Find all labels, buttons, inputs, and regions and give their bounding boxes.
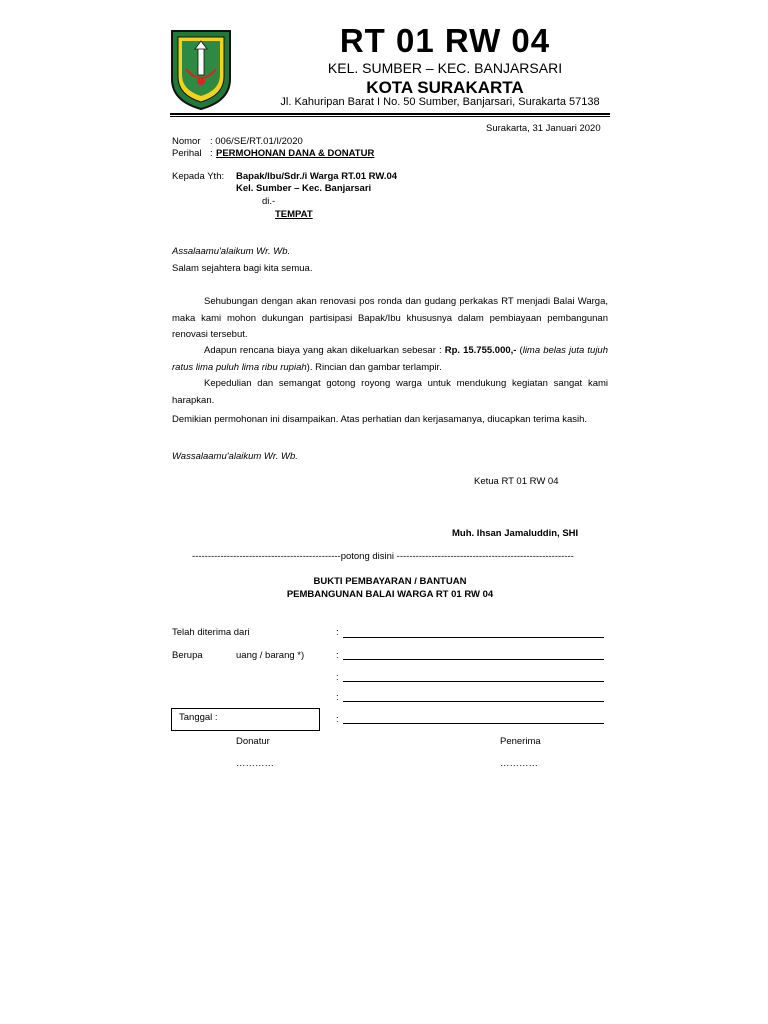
paragraph-4: Demikian permohonan ini disampaikan. Atas perhatian dan kerjasamanya, diucapkan terima kasih. xyxy=(172,414,588,425)
salam-close: Wassalaamu'alaikum Wr. Wb. xyxy=(172,451,298,462)
header-kelurahan: KEL. SUMBER – KEC. BANJARSARI xyxy=(327,60,563,76)
berupa-options: uang / barang *) xyxy=(236,650,305,661)
paragraph-1: Sehubungan dengan akan renovasi pos ronda dan gudang perkakas RT menjadi Balai Warga, maka kami mohon dukungan partisipasi Bapak/Ibu khususnya dalam pembiayaan pembangunan renovasi tersebut. xyxy=(172,296,608,340)
extra-field-3[interactable] xyxy=(343,723,604,724)
extra-field-1[interactable] xyxy=(343,681,604,682)
signer-role: Ketua RT 01 RW 04 xyxy=(474,476,559,487)
paragraph-3: Kepedulian dan semangat gotong royong warga untuk mendukung kegiatan sangat kami harapkan. xyxy=(172,378,608,406)
receipt-title-2: PEMBANGUNAN BALAI WARGA RT 01 RW 04 xyxy=(286,589,494,600)
header-city: KOTA SURAKARTA xyxy=(366,78,524,97)
colon-5: : xyxy=(336,714,339,725)
donatur-label: Donatur xyxy=(236,736,270,747)
header-divider-thin xyxy=(170,116,610,117)
kepada-line1: Bapak/Ibu/Sdr./i Warga RT.01 RW.04 xyxy=(236,171,398,182)
nomor-label: Nomor xyxy=(172,136,201,147)
header-address: Jl. Kahuripan Barat I No. 50 Sumber, Banjarsari, Surakarta 57138 xyxy=(280,96,600,108)
perihal-label: Perihal xyxy=(172,148,202,159)
colon-1: : xyxy=(336,627,339,638)
berupa-label: Berupa xyxy=(172,650,203,661)
amount-words: lima belas juta tujuh ratus lima puluh lima ribu rupiah xyxy=(172,345,609,373)
colon-3: : xyxy=(336,672,339,683)
perihal-colon: : xyxy=(210,148,213,159)
header-divider-thick xyxy=(170,113,610,115)
telah-diterima-label: Telah diterima dari xyxy=(172,627,250,638)
di-text: di.- xyxy=(262,196,276,207)
receipt-title-1: BUKTI PEMBAYARAN / BANTUAN xyxy=(313,576,467,587)
salam-sejahtera: Salam sejahtera bagi kita semua. xyxy=(172,263,313,274)
kepada-line2: Kel. Sumber – Kec. Banjarsari xyxy=(236,183,372,194)
header-title: RT 01 RW 04 xyxy=(339,22,551,59)
salam-open: Assalaamu'alaikum Wr. Wb. xyxy=(172,246,291,257)
penerima-label: Penerima xyxy=(500,736,541,747)
penerima-signature: ………… xyxy=(500,758,538,769)
city-emblem-logo xyxy=(170,29,232,111)
perihal-value: PERMOHONAN DANA & DONATUR xyxy=(216,148,375,159)
nomor-value: : 006/SE/RT.01/I/2020 xyxy=(210,136,303,147)
signer-name: Muh. Ihsan Jamaluddin, SHI xyxy=(452,528,579,539)
tanggal-label: Tanggal : xyxy=(179,712,218,723)
amount: Rp. 15.755.000,- xyxy=(444,345,517,356)
berupa-field[interactable] xyxy=(343,659,604,660)
extra-field-2[interactable] xyxy=(343,701,604,702)
cut-line: -----------------------------------------------potong disini -------------------------------------------------------- xyxy=(192,551,574,562)
tempat-text: TEMPAT xyxy=(275,209,313,220)
colon-2: : xyxy=(336,650,339,661)
letter-date: Surakarta, 31 Januari 2020 xyxy=(486,123,601,134)
donatur-signature: ………… xyxy=(236,758,274,769)
kepada-label: Kepada Yth: xyxy=(172,171,225,182)
paragraph-2: Adapun rencana biaya yang akan dikeluarkan sebesar : Rp. 15.755.000,- (lima belas juta tujuh ratus lima puluh lima ribu rupiah). Rincian dan gambar terlampir. xyxy=(172,345,609,373)
telah-diterima-field[interactable] xyxy=(343,637,604,638)
colon-4: : xyxy=(336,692,339,703)
